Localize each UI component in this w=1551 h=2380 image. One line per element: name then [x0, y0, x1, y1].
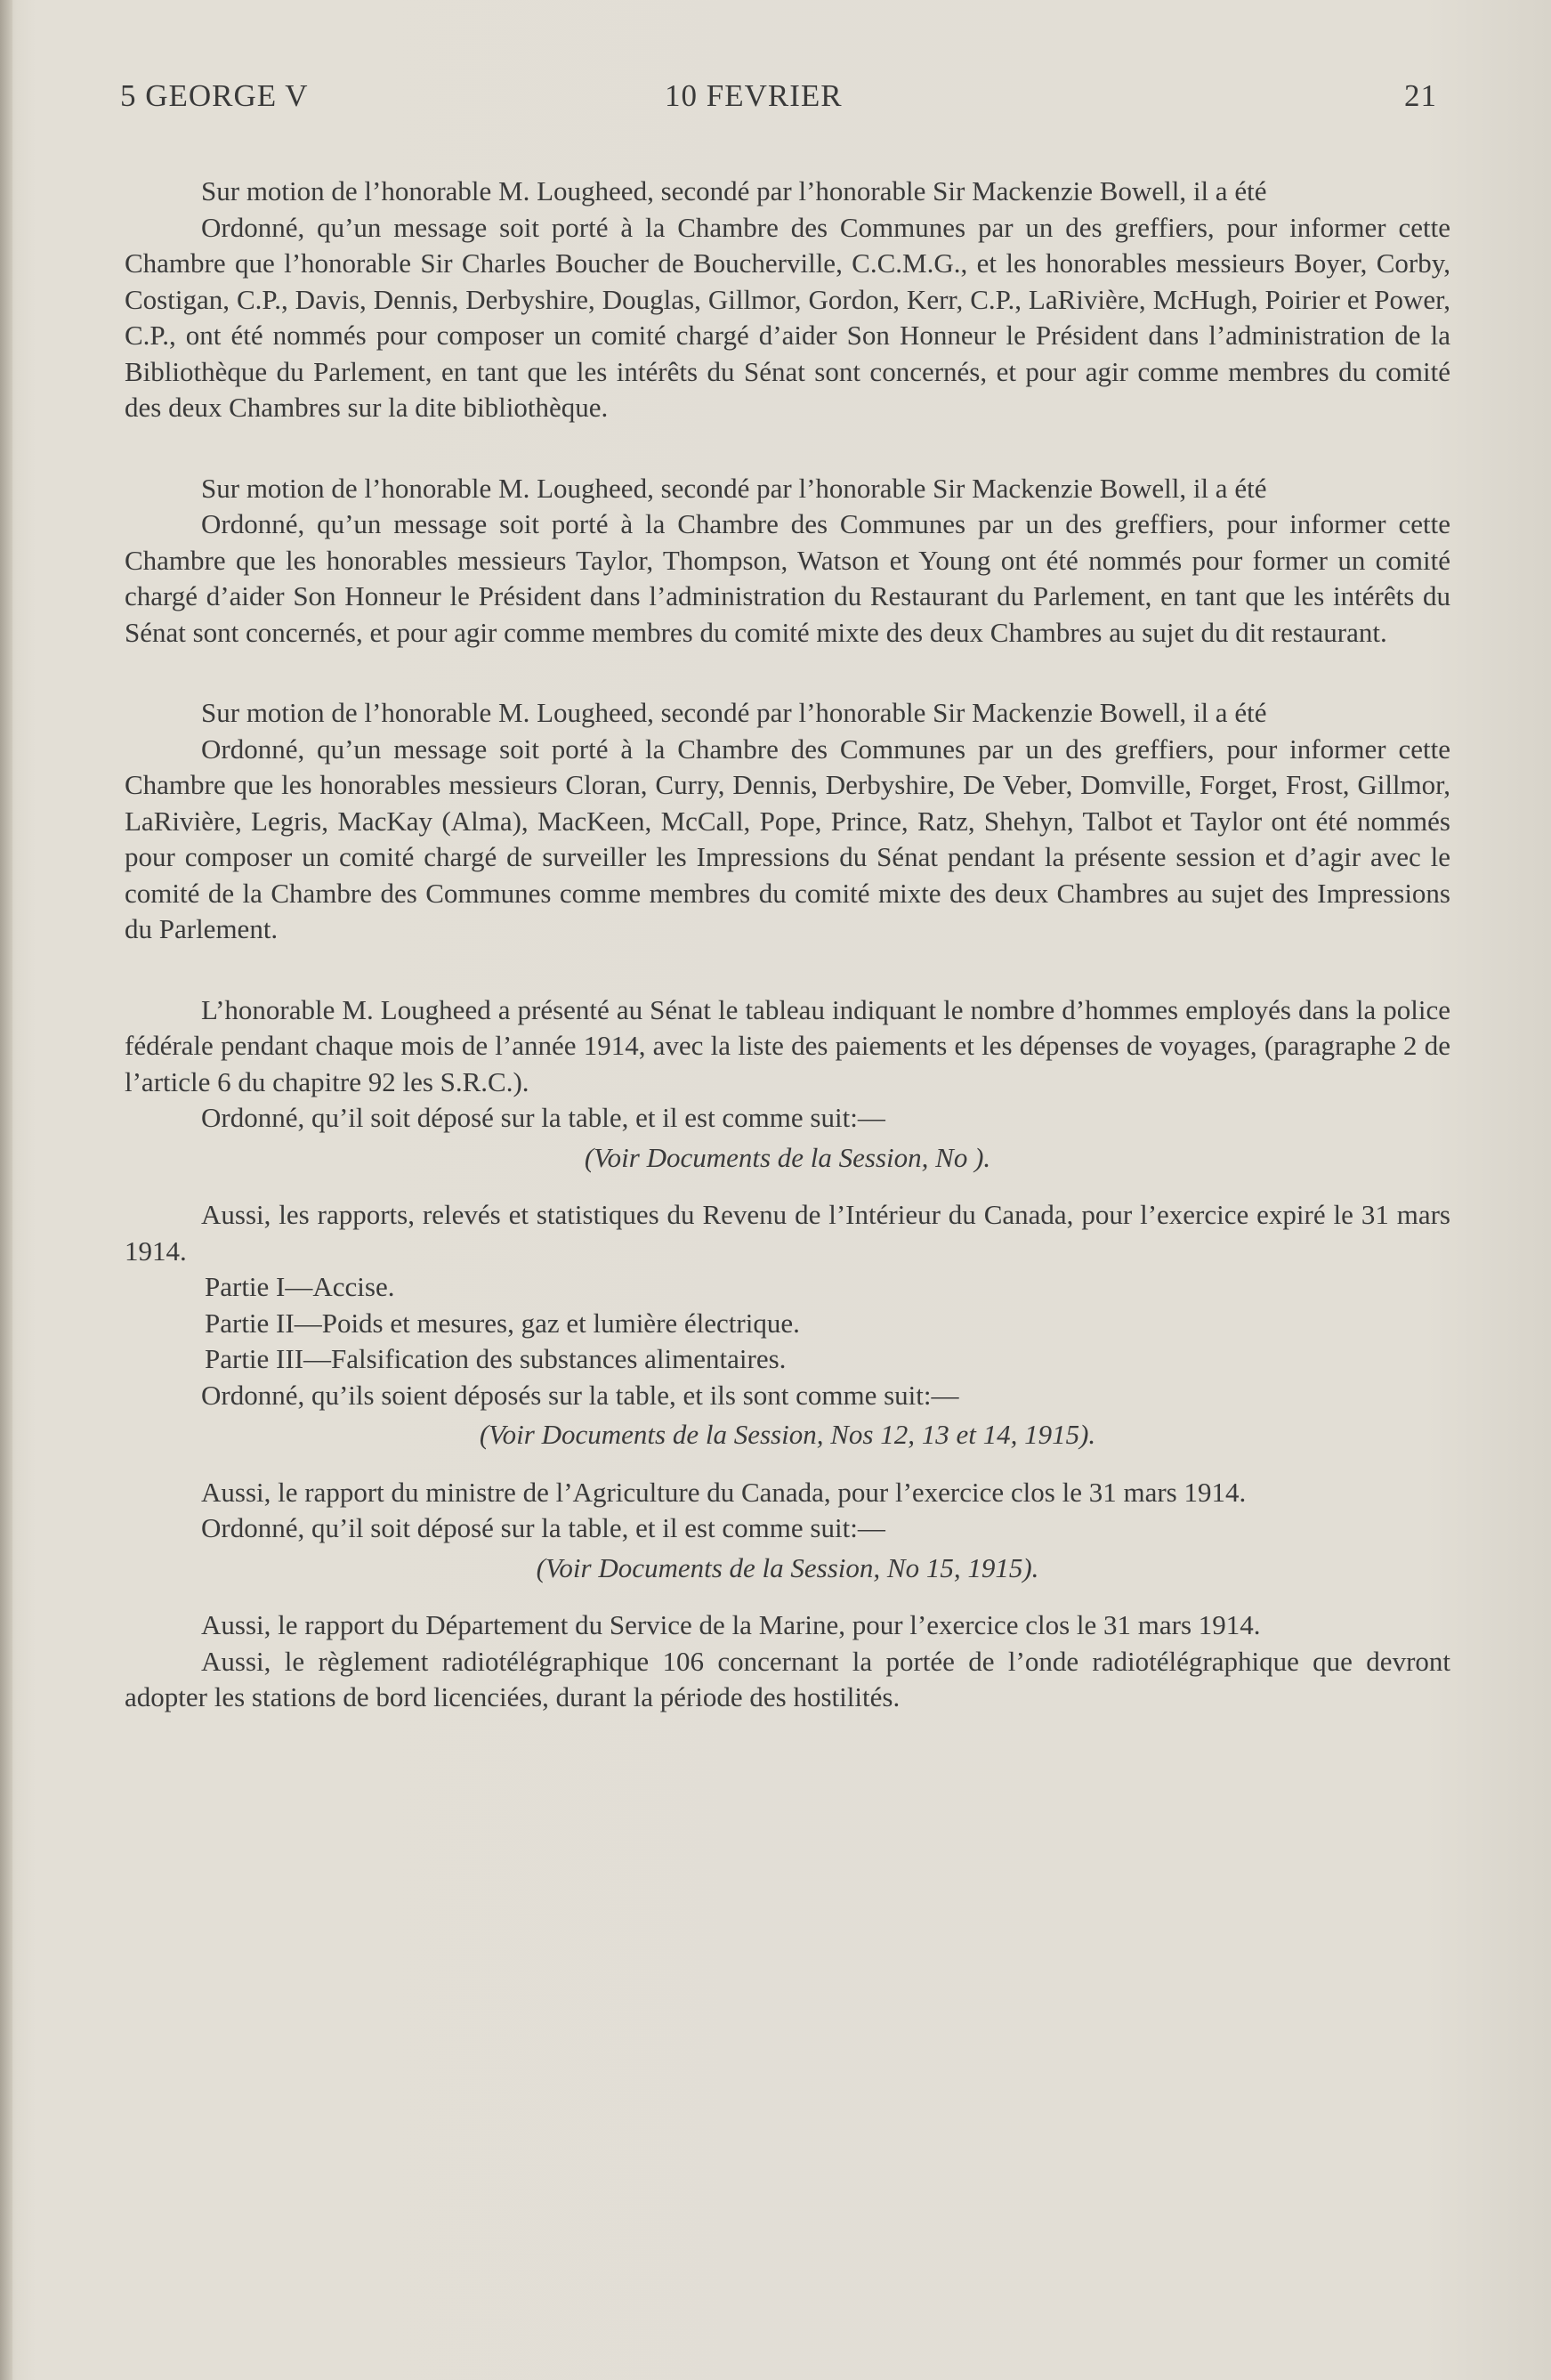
agriculture-report-order: Ordonné, qu’il soit déposé sur la table, et il est comme suit:— [201, 1512, 885, 1543]
revenue-report-text: Aussi, les rapports, relevés et statistiques du Revenu de l’Intérieur du Canada, pour l’exercice expiré le 31 mars 1914. [125, 1199, 1450, 1267]
marine-report-block [125, 1607, 1450, 1716]
document-body [125, 174, 1450, 1716]
revenue-part-1: Partie I—Accise. [205, 1271, 395, 1302]
police-report-reference: (Voir Documents de la Session, No ). [584, 1141, 991, 1173]
revenue-report-order: Ordonné, qu’ils soient déposés sur la table, et ils sont comme suit:— [201, 1379, 959, 1411]
header-regnal-year: 5 GEORGE V [120, 78, 309, 113]
motion-block-library [125, 174, 1450, 426]
police-report-order: Ordonné, qu’il soit déposé sur la table, et il est comme suit:— [201, 1102, 885, 1133]
motion-order: Ordonné, qu’un message soit porté à la Chambre des Communes par un des greffiers, pour informer cette Chambre que les honorables messieurs Taylor, Thompson, Watson et Young ont été nommés pour former un comité chargé d’aider Son Honneur le Président dans l’administration du Restaurant du Parlement, en tant que les intérêts du Sénat sont concernés, et pour agir comme membres du comité mixte des deux Chambres au sujet du dit restaurant. [125, 508, 1450, 648]
police-report-text: L’honorable M. Lougheed a présenté au Sénat le tableau indiquant le nombre d’hommes employés dans la police fédérale pendant chaque mois de l’année 1914, avec la liste des paiements et les dépenses de voyages, (paragraphe 2 de l’article 6 du chapitre 92 les S.R.C.). [125, 993, 1450, 1097]
motion-intro: Sur motion de l’honorable M. Lougheed, secondé par l’honorable Sir Mackenzie Bowell, il a été [201, 472, 1267, 504]
running-header [120, 78, 1437, 123]
agriculture-report-reference: (Voir Documents de la Session, No 15, 1915). [536, 1551, 1039, 1583]
marine-report-text: Aussi, le rapport du Département du Service de la Marine, pour l’exercice clos le 31 mars 1914. [201, 1609, 1261, 1640]
agriculture-report-text: Aussi, le rapport du ministre de l’Agriculture du Canada, pour l’exercice clos le 31 mars 1914. [201, 1476, 1247, 1508]
motion-order: Ordonné, qu’un message soit porté à la Chambre des Communes par un des greffiers, pour informer cette Chambre que l’honorable Sir Charles Boucher de Boucherville, C.C.M.G., et les honorables messieurs Boyer, Corby, Costigan, C.P., Davis, Dennis, Derbyshire, Douglas, Gillmor, Gordon, Kerr, C.P., LaRivière, McHugh, Poirier et Power, C.P., ont été nommés pour composer un comité chargé d’aider Son Honneur le Président dans l’administration de la Bibliothèque du Parlement, en tant que les intérêts du Sénat sont concernés, et pour agir comme membres du comité des deux Chambres sur la dite bibliothèque. [125, 211, 1450, 423]
page-gutter [0, 0, 12, 2380]
agriculture-report-block [125, 1475, 1450, 1587]
motion-intro: Sur motion de l’honorable M. Lougheed, secondé par l’honorable Sir Mackenzie Bowell, il a été [201, 697, 1267, 728]
motion-intro: Sur motion de l’honorable M. Lougheed, secondé par l’honorable Sir Mackenzie Bowell, il a été [201, 175, 1267, 206]
revenue-part-2: Partie II—Poids et mesures, gaz et lumière électrique. [205, 1307, 800, 1339]
revenue-part-3: Partie III—Falsification des substances alimentaires. [205, 1343, 787, 1374]
header-date: 10 FEVRIER [665, 78, 843, 113]
motion-order: Ordonné, qu’un message soit porté à la Chambre des Communes par un des greffiers, pour informer cette Chambre que les honorables messieurs Cloran, Curry, Dennis, Derbyshire, De Veber, Domville, Forget, Frost, Gillmor, LaRivière, Legris, MacKay (Alma), MacKeen, McCall, Pope, Prince, Ratz, Shehyn, Talbot et Taylor ont été nommés pour composer un comité chargé de surveiller les Impressions du Sénat pendant la présente session et d’agir avec le comité de la Chambre des Communes comme membres du comité mixte des deux Chambres au sujet des Impressions du Parlement. [125, 733, 1450, 944]
revenue-report-reference: (Voir Documents de la Session, Nos 12, 13 et 14, 1915). [479, 1419, 1096, 1450]
motion-block-printing [125, 695, 1450, 948]
police-report-block [125, 992, 1450, 1177]
motion-block-restaurant [125, 471, 1450, 652]
revenue-report-block [125, 1197, 1450, 1453]
radiotelegraph-regulation-text: Aussi, le règlement radiotélégraphique 106 concernant la portée de l’onde radiotélégraphique que devront adopter les stations de bord licenciées, durant la période des hostilités. [125, 1645, 1450, 1712]
header-page-number: 21 [1404, 78, 1437, 113]
